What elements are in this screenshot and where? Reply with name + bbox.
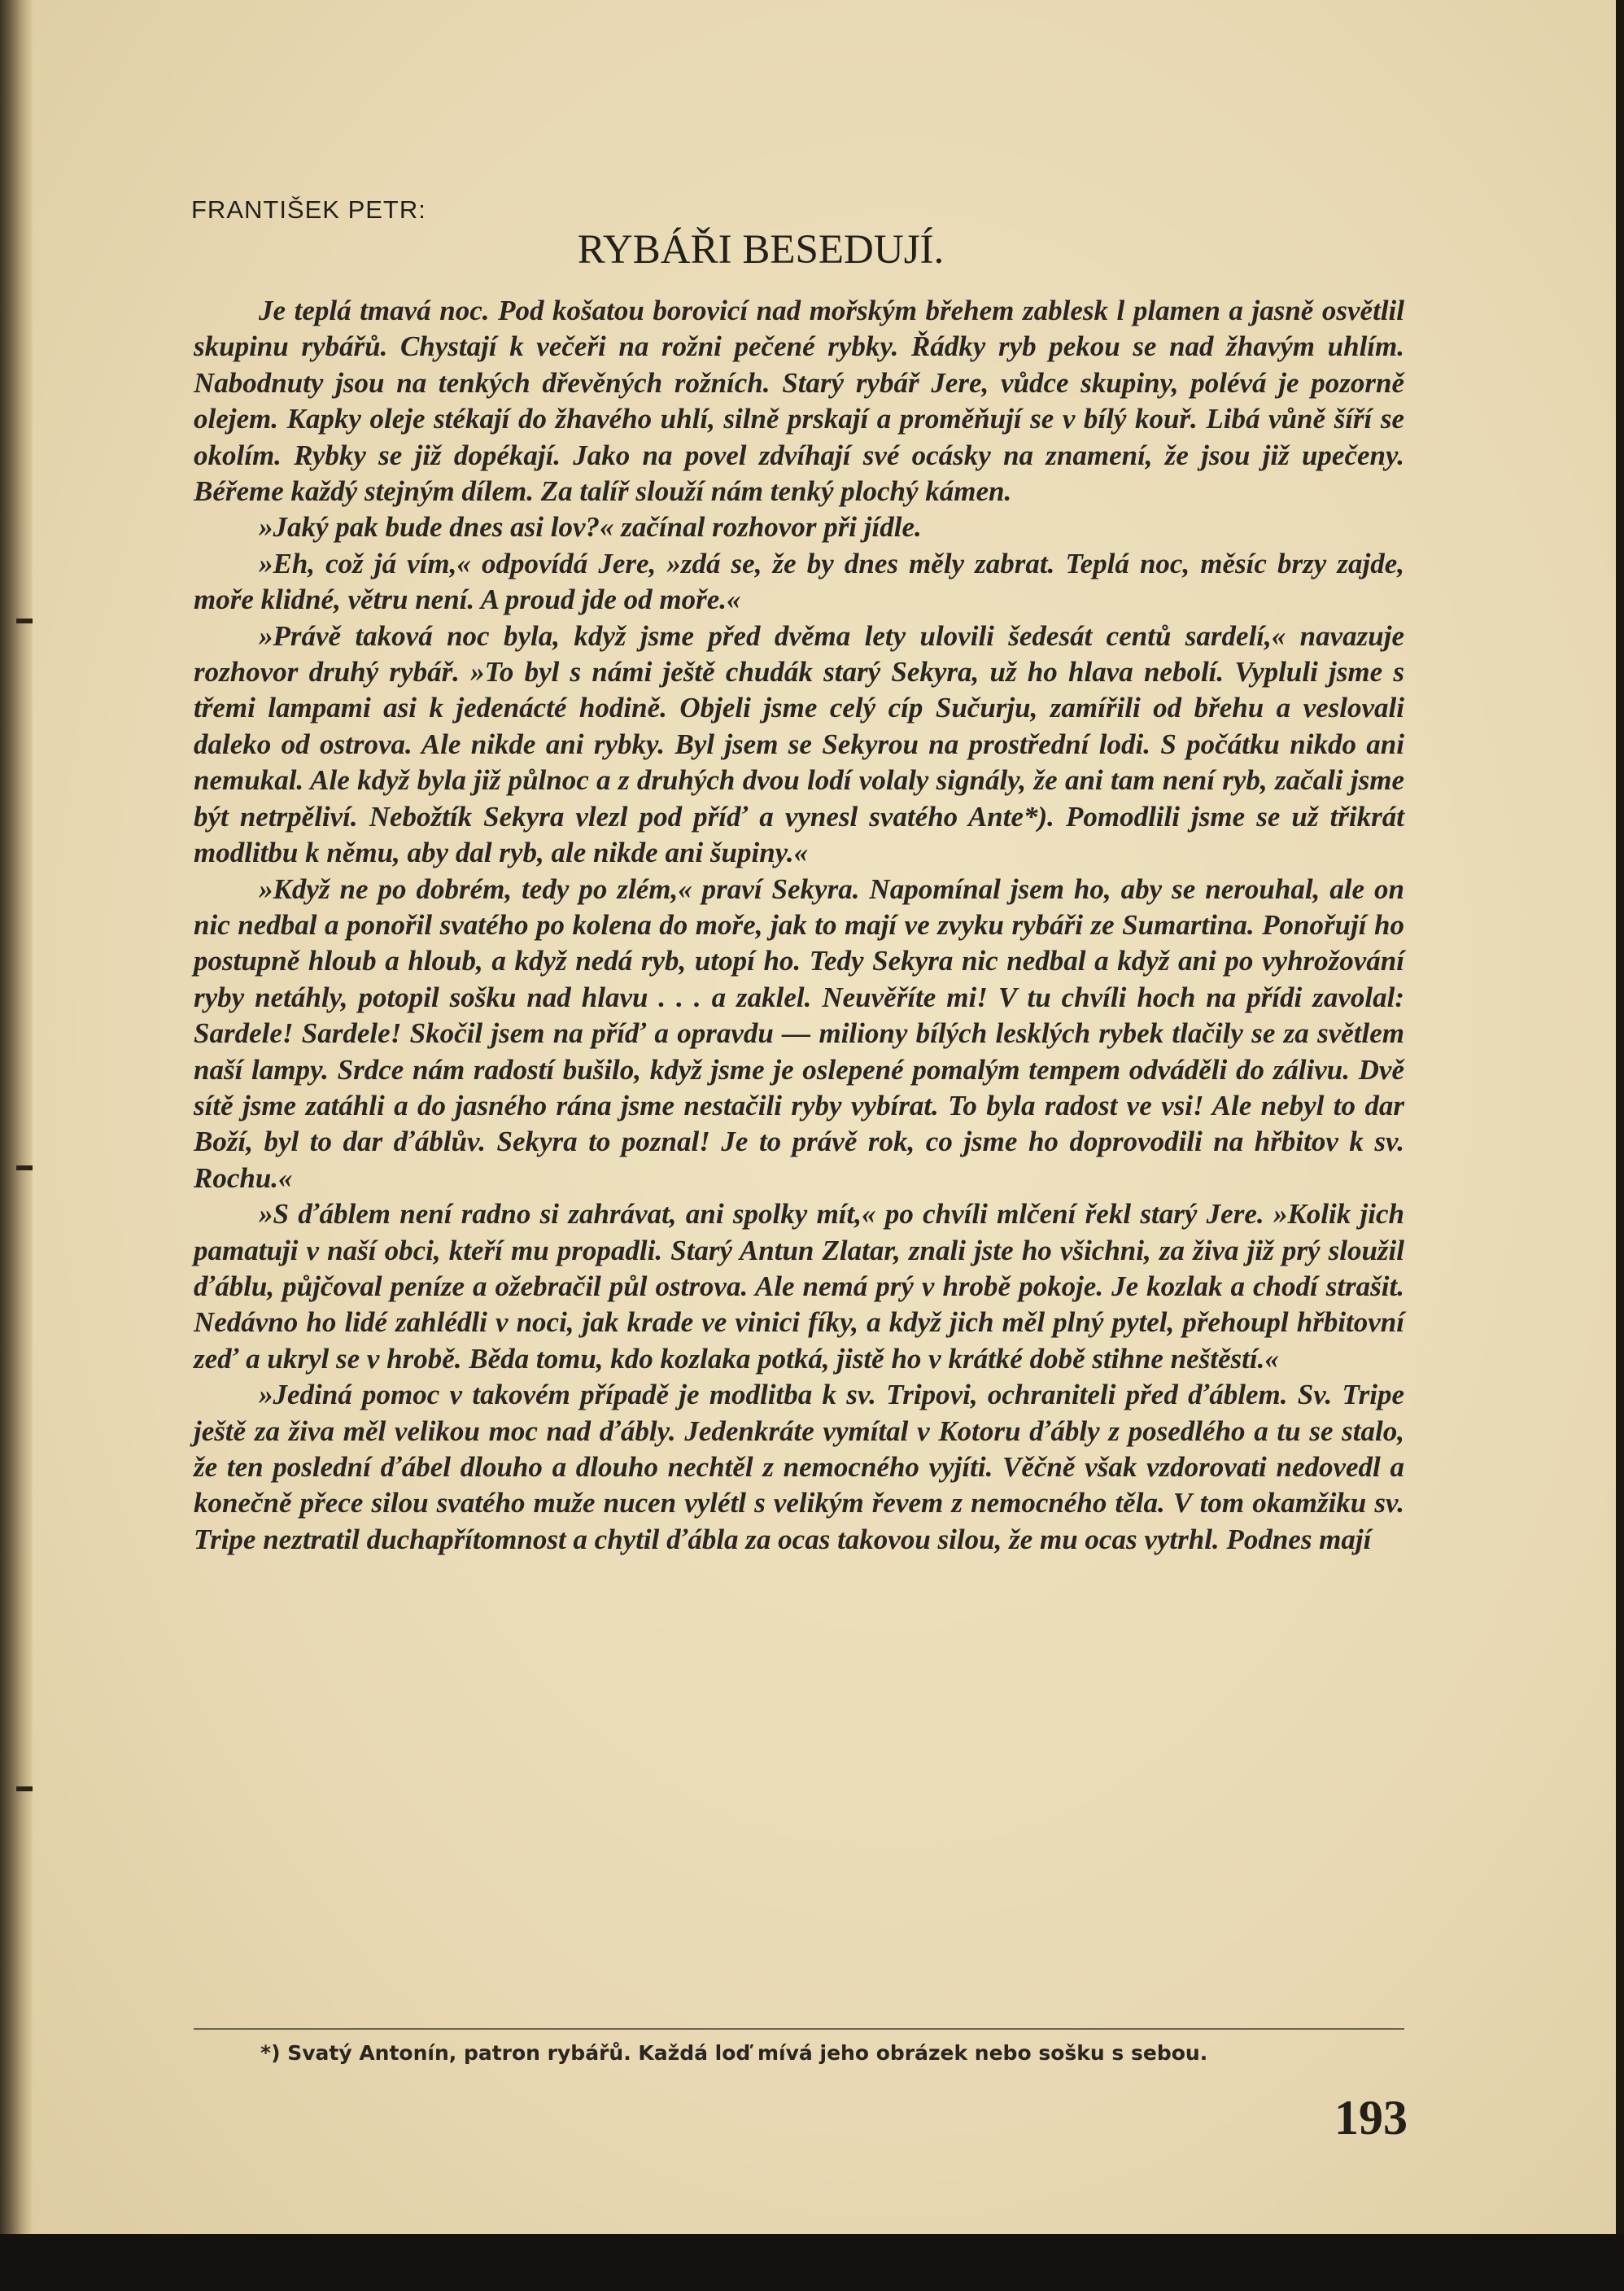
book-binding-edge bbox=[0, 0, 33, 2291]
paragraph: »Eh, což já vím,« odpovídá Jere, »zdá se, že by dnes měly zabrat. Teplá noc, měsíc brzy zajde, moře klidné, větru není. A proud jde od moře.« bbox=[194, 547, 1404, 616]
footnote: *) Svatý Antonín, patron rybářů. Každá loď mívá jeho obrázek nebo sošku s sebou. bbox=[260, 2041, 1208, 2065]
page-title: RYBÁŘI BESEDUJÍ. bbox=[577, 227, 945, 273]
page-right-edge bbox=[1616, 0, 1624, 2291]
paragraph: »Když ne po dobrém, tedy po zlém,« praví Sekyra. Napomínal jsem ho, aby se nerouhal, ale on nic nedbal a ponořil svatého po kolena do moře, jak to mají ve zvyku rybáři ze Sumartina. Ponořují ho postupně hloub a hloub, a když nedá ryb, utopí ho. Tedy Sekyra nic nedbal a když ani po vyhrožování ryby netáhly, potopil sošku nad hlavu . . . a zaklel. Neuvěříte mi! V tu chvíli hoch na přídi zavolal: Sardele! Sardele! Skočil jsem na příď a opravdu — miliony bílých lesklých rybek tlačily se za světlem naší lampy. Srdce nám radostí bušilo, když jsme je oslepené pomalým tempem odváděli do zálivu. Dvě sítě jsme zatáhli a do jasného rána jsme nestačili ryby vybírat. To byla radost ve vsi! Ale nebyl to dar Boží, byl to dar ďáblův. Sekyra to poznal! Je to právě rok, co jsme ho doprovodili na hřbitov k sv. Rochu.« bbox=[194, 872, 1404, 1194]
binding-mark bbox=[16, 1165, 33, 1170]
paragraph: »Právě taková noc byla, když jsme před dvěma lety ulovili šedesát centů sardelí,« navazuje rozhovor druhý rybář. »To byl s námi ještě chudák starý Sekyra, už ho hlava nebolí. Vypluli jsme s třemi lampami asi k jedenácté hodině. Objeli jsme celý cíp Sučurju, zamířili od břehu a veslovali daleko od ostrova. Ale nikde ani rybky. Byl jsem se Sekyrou na prostřední lodi. S počátku nikdo ani nemukal. Ale když byla již půlnoc a z druhých dvou lodí volaly signály, že ani tam není ryb, začali jsme být netrpěliví. Nebožtík Sekyra vlezl pod příď a vynesl svatého Ante*). Pomodlili jsme se už třikrát modlitbu k němu, aby dal ryb, ale nikde ani šupiny.« bbox=[194, 619, 1404, 869]
author-line: FRANTIŠEK PETR: bbox=[191, 195, 426, 224]
paragraph: Je teplá tmavá noc. Pod košatou borovicí nad mořským břehem zablesk l plamen a jasně osvětlil skupinu rybářů. Chystají k večeři na rožni pečené rybky. Řádky ryb pekou se nad žhavým uhlím. Nabodnuty jsou na tenkých dřevěných rožních. Starý rybář Jere, vůdce skupiny, polévá je pozorně olejem. Kapky oleje stékají do žhavého uhlí, silně prskají a proměňují se v bílý kouř. Libá vůně šíří se okolím. Rybky se již dopékají. Jako na povel zdvíhají své ocásky na znamení, že jsou již upečeny. Béřeme každý stejným dílem. Za talíř slouží nám tenký plochý kámen. bbox=[194, 295, 1404, 508]
page-bottom-edge bbox=[0, 2234, 1624, 2291]
page-number: 193 bbox=[1334, 2091, 1408, 2145]
binding-mark bbox=[16, 619, 33, 623]
paragraph: »Jaký pak bude dnes asi lov?« začínal rozhovor při jídle. bbox=[259, 511, 922, 544]
paragraph: »S ďáblem není radno si zahrávat, ani spolky mít,« po chvíli mlčení řekl starý Jere. »Kolik jich pamatuji v naší obci, kteří mu propadli. Starý Antun Zlatar, znali jste ho všichni, za živa již prý sloužil ďáblu, půjčoval peníze a ožebračil půl ostrova. Ale nemá prý v hrobě pokoje. Je kozlak a chodí strašit. Nedávno ho lidé zahlédli v noci, jak krade ve vinici fíky, a když jich měl plný pytel, přehoupl hřbitovní zeď a ukryl se v hrobě. Běda tomu, kdo kozlaka potká, jistě ho v krátké době stihne neštěstí.« bbox=[194, 1198, 1404, 1375]
paragraph: »Jediná pomoc v takovém případě je modlitba k sv. Tripovi, ochraniteli před ďáblem. Sv. Tripe ještě za živa měl velikou moc nad ďábly. Jedenkráte vymítal v Kotoru ďábly z posedlého a tu se stalo, že ten poslední ďábel dlouho a dlouho nechtěl z nemocného vyjíti. Věčně však vzdorovati nedovedl a konečně přece silou svatého muže nucen vylétl s velikým řevem z nemocného těla. V tom okamžiku sv. Tripe neztratil duchapřítomnost a chytil ďábla za ocas takovou silou, že mu ocas vytrhl. Podnes mají bbox=[194, 1379, 1404, 1555]
binding-mark bbox=[16, 1786, 33, 1791]
article-body bbox=[194, 293, 1404, 1558]
footnote-divider bbox=[194, 2028, 1404, 2030]
